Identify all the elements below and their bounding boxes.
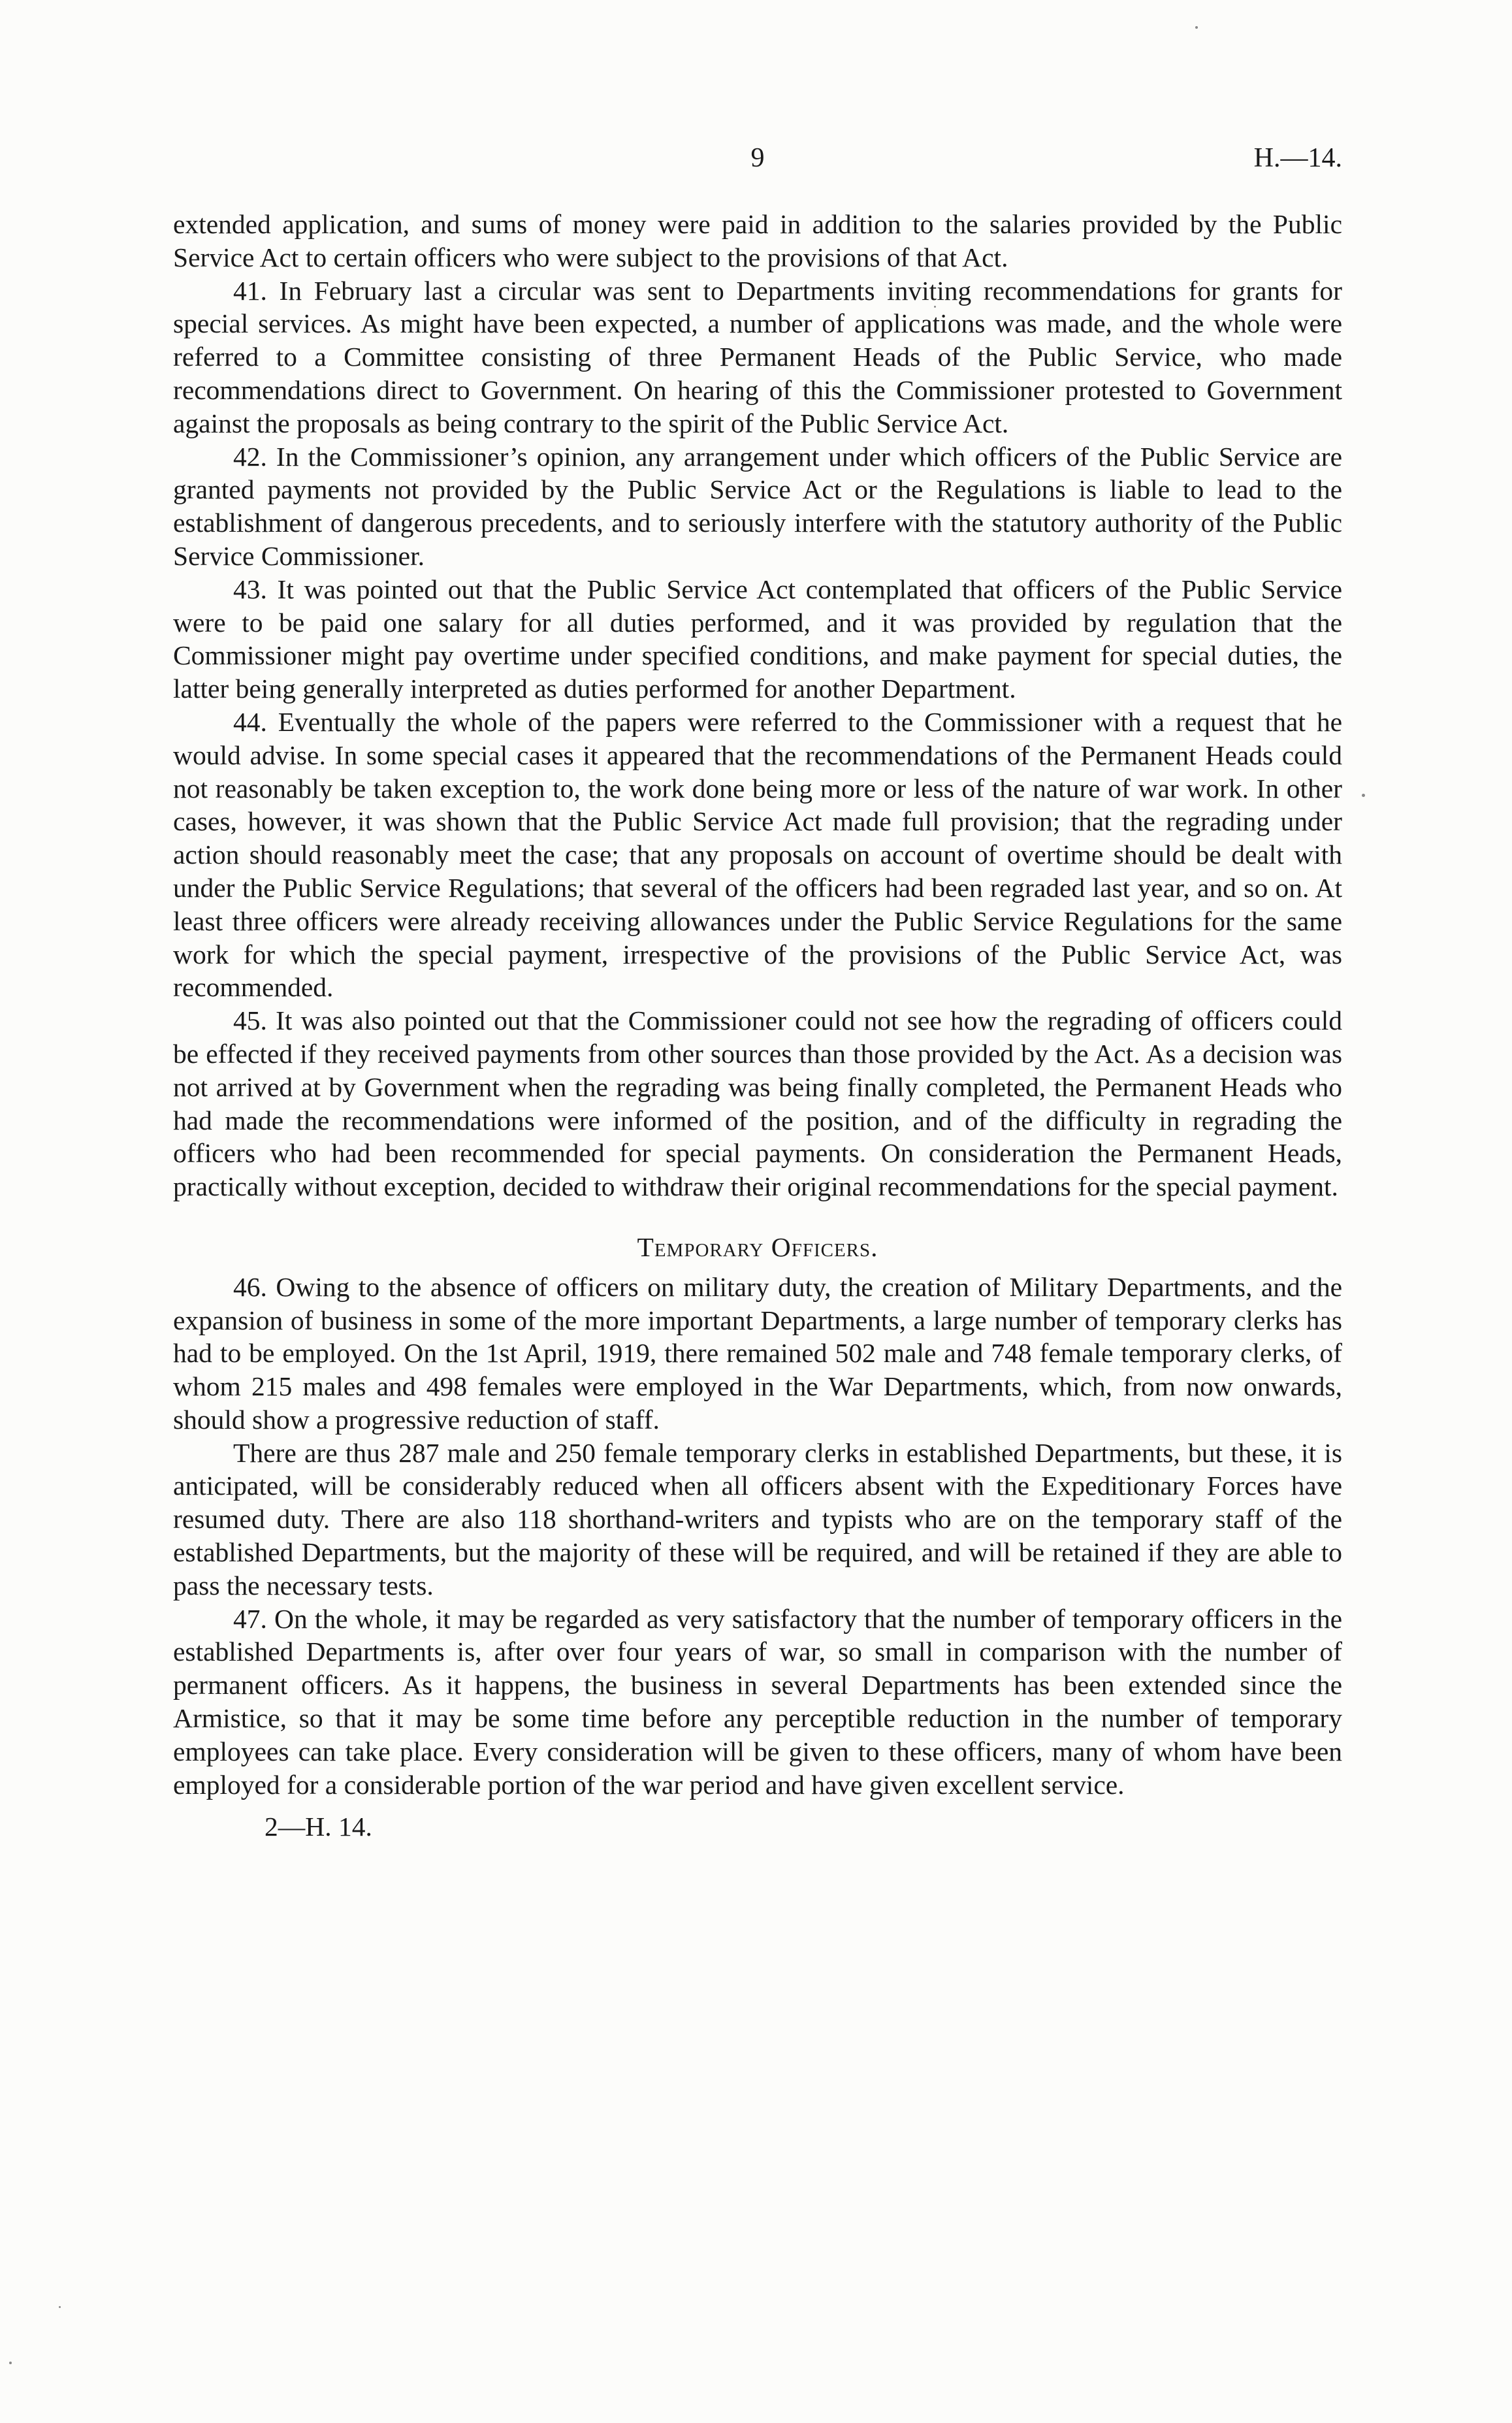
document-reference: H.—14. [1253,143,1342,173]
page-header [173,142,1342,182]
paragraph-45: 45. It was also pointed out that the Commissioner could not see how the regrading of officers could be effected if they received payments from other sources than those provided by the Act. As a decision was not arrived at by Government when the regrading was being finally completed, the Permanent Heads who had made the recommendations were informed of the position, and of the difficulty in regrading the officers who had been recommended for special payments. On consideration the Permanent Heads, practically without exception, decided to withdraw their original recommendations for the special payment. [173,1005,1342,1202]
section-heading: Temporary Officers. [637,1231,878,1262]
paragraph-41: 41. In February last a circular was sent to Departments inviting recommendations for grants for special services. As might have been expected, a number of applications was made, and the whole were referred to a Committee consisting of three Permanent Heads of the Public Service, who made recommendations direct to Government. On hearing of this the Commissioner protested to Government against the proposals as being contrary to the spirit of the Public Service Act. [173,275,1342,438]
body-text [173,208,1342,1844]
scan-speck [934,306,936,308]
paragraph-continuation: extended application, and sums of money were paid in addition to the salaries provided by the Public Service Act to certain officers who were subject to the provisions of that Act. [173,209,1342,272]
scan-speck [9,2362,12,2364]
scan-speck [1362,794,1365,797]
signature-mark: 2—H. 14. [265,1812,372,1842]
paragraph-47: 47. On the whole, it may be regarded as very satisfactory that the number of temporary officers in the established Departments is, after over four years of war, so small in comparison with the number of permanent officers. As it happens, the business in several Departments has been extended since the Armistice, so that it may be some time before any perceptible reduction in the number of temporary employees can take place. Every consideration will be given to these officers, many of whom have been employed for a considerable portion of the war period and have given excellent service. [173,1603,1342,1800]
paragraph-42: 42. In the Commissioner’s opinion, any arrangement under which officers of the Public Service are granted payments not provided by the Public Service Act or the Regulations is liable to lead to the establishment of dangerous precedents, and to seriously interfere with the statutory authority of the Public Service Commissioner. [173,441,1342,571]
page-number: 9 [750,143,765,173]
scan-speck [59,2306,61,2308]
paragraph-43: 43. It was pointed out that the Public Service Act contemplated that officers of the Public Service were to be paid one salary for all duties performed, and it was provided by regulation that the Commissioner might pay overtime under specified conditions, and make payment for special duties, the latter being generally interpreted as duties performed for another Department. [173,574,1342,704]
scan-speck [1195,26,1198,29]
paragraph-46: 46. Owing to the absence of officers on military duty, the creation of Military Departments, and the expansion of business in some of the more important Departments, a large number of temporary clerks has had to be employed. On the 1st April, 1919, there remained 502 male and 748 female temporary clerks, of whom 215 males and 498 females were employed in the War Departments, which, from now onwards, should show a progressive reduction of staff. [173,1271,1342,1435]
paragraph-44: 44. Eventually the whole of the papers were referred to the Commissioner with a request that he would advise. In some special cases it appeared that the recommendations of the Permanent Heads could not reasonably be taken exception to, the work done being more or less of the nature of war work. In other cases, however, it was shown that the Public Service Act made full provision; that the regrading under action should reasonably meet the case; that any proposals on account of overtime should be dealt with under the Public Service Regulations; that several of the officers had been regraded last year, and so on. At least three officers were already receiving allowances under the Public Service Regulations for the same work for which the special payment, irrespective of the provisions of the Public Service Act, was recommended. [173,706,1342,1003]
paragraph-46-continued: There are thus 287 male and 250 female temporary clerks in established Departments, but these, it is anticipated, will be considerably reduced when all officers absent with the Expeditionary Forces have resumed duty. There are also 118 shorthand-writers and typists who are on the temporary staff of the established Departments, but the majority of these will be required, and will be retained if they are able to pass the necessary tests. [173,1437,1342,1601]
